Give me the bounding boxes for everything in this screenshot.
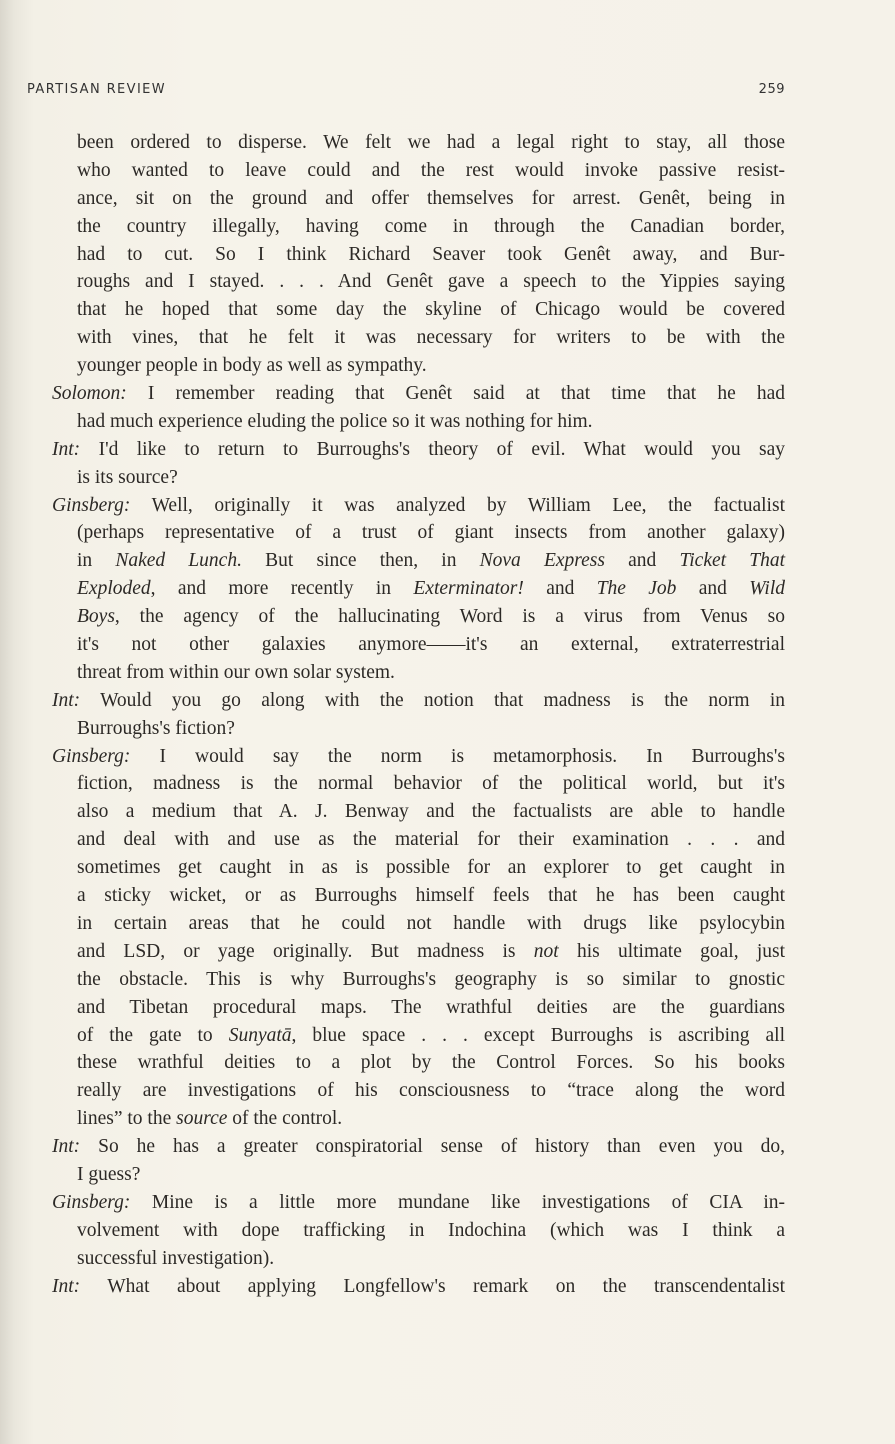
text-segment: I remember reading that Genêt said at that time that he had [147,383,785,405]
running-header [27,82,785,102]
text-segment: and Tibetan procedural maps. The wrathful deities are the guardians [77,996,785,1018]
text-line [77,715,785,743]
text-line [77,882,785,910]
speaker-turn [52,1273,785,1301]
text-segment: Mine is a little more mundane like investigations of CIA in- [151,1191,786,1213]
text-line [77,213,785,241]
text-segment: really are investigations of his consciousness to “trace along the word [77,1080,785,1102]
text-segment: , blue space . . . except Burroughs is ascribing all [291,1024,785,1046]
text-segment: who wanted to leave could and the rest would invoke passive resist- [77,159,785,181]
text-line [77,1217,785,1245]
text-line [77,770,785,798]
page-number: 259 [758,82,785,97]
speaker-turn [52,687,785,743]
text-line [77,854,785,882]
text-line [77,603,785,631]
speaker-label: Ginsberg: [52,1191,131,1213]
text-line [77,1049,785,1077]
text-line [77,1161,785,1189]
speaker-label: Int: [52,1275,81,1297]
text-line [77,910,785,938]
italic-title: source [176,1108,228,1130]
speaker-label: Ginsberg: [52,494,131,516]
text-segment: But since then, in [241,550,480,572]
text-segment: roughs and I stayed. . . . And Genêt gave a speech to the Yippies saying [77,271,785,293]
text-line [52,1189,785,1217]
text-line [77,519,785,547]
text-line [77,547,785,575]
text-segment: fiction, madness is the normal behavior of the political world, but it's [77,773,785,795]
italic-title: Wild [749,578,786,600]
text-segment: it's not other galaxies anymore——it's an external, extraterrestrial [77,634,785,656]
italic-title: Ticket That [679,550,785,572]
text-segment: volvement with dope trafficking in Indochina (which was I think a [77,1219,785,1241]
continued-paragraph [52,129,785,380]
text-segment: in [77,550,116,572]
text-segment: I'd like to return to Burroughs's theory of evil. What would you say [98,438,785,460]
text-line [77,129,785,157]
text-segment: younger people in body as well as sympathy. [77,355,427,377]
text-line [52,1133,785,1161]
text-segment: with vines, that he felt it was necessary for writers to be with the [77,327,785,349]
speaker-label: Solomon: [52,383,127,405]
speaker-turn [52,492,785,687]
text-line [77,268,785,296]
text-segment: had to cut. So I think Richard Seaver took Genêt away, and Bur- [77,243,785,265]
text-segment: been ordered to disperse. We felt we had a legal right to stay, all those [77,132,785,153]
text-segment: Burroughs's fiction? [77,717,235,739]
text-segment: So he has a greater conspiratorial sense of history than even you do, [98,1136,786,1158]
text-segment: and LSD, or yage originally. But madness is [77,940,534,962]
text-segment: and deal with and use as the material for their examination . . . and [77,829,785,851]
text-segment: I would say the norm is metamorphosis. In Burroughs's [159,745,785,767]
italic-title: Naked Lunch. [115,550,242,572]
italic-title: not [533,940,559,962]
text-line [77,994,785,1022]
text-line [77,798,785,826]
text-segment: threat from within our own solar system. [77,661,395,683]
speaker-label: Ginsberg: [52,745,131,767]
text-line [77,575,785,603]
italic-title: Boys [77,606,115,628]
text-line [77,1077,785,1105]
text-segment: I guess? [77,1163,141,1185]
text-segment: ance, sit on the ground and offer themselves for arrest. Genêt, being in [77,187,785,209]
text-line [77,966,785,994]
text-line [77,185,785,213]
text-segment: (perhaps representative of a trust of giant insects from another galaxy) [77,522,785,544]
text-segment: the country illegally, having come in through the Canadian border, [77,215,785,237]
text-segment: the obstacle. This is why Burroughs's geography is so similar to gnostic [77,968,785,990]
text-segment: lines” to the [77,1108,177,1130]
text-line [77,826,785,854]
text-line [77,659,785,687]
speaker-turn [52,380,785,436]
speaker-turn [52,436,785,492]
italic-title: The Job [596,578,677,600]
text-segment: also a medium that A. J. Benway and the factualists are able to handle [77,801,785,823]
speaker-turn [52,1133,785,1189]
text-segment: and [604,550,680,572]
italic-title: Exterminator! [413,578,524,600]
italic-title: Sunyatā [228,1024,292,1046]
text-line [77,938,785,966]
text-line [77,1022,785,1050]
text-line [77,464,785,492]
text-segment: of the gate to [77,1024,229,1046]
text-line [77,324,785,352]
text-segment: of the control. [227,1108,343,1130]
text-line [52,687,785,715]
text-line [77,1105,785,1133]
text-segment: is its source? [77,466,178,488]
text-line [77,157,785,185]
text-line [52,1273,785,1301]
text-segment: Would you go along with the notion that madness is the norm in [100,689,785,711]
text-segment: had much experience eluding the police so it was nothing for him. [77,410,593,432]
text-segment: and [523,578,597,600]
text-segment: sometimes get caught in as is possible for an explorer to get caught in [77,857,785,879]
text-segment: and [676,578,750,600]
text-segment: , and more recently in [150,578,414,600]
text-line [77,631,785,659]
speaker-turn [52,743,785,1133]
journal-title: PARTISAN REVIEW [27,82,167,97]
text-line [52,743,785,771]
text-segment: Well, originally it was analyzed by William Lee, the factualist [151,494,785,516]
text-segment: in certain areas that he could not handle with drugs like psylocybin [77,912,785,934]
text-line [52,436,785,464]
text-segment: What about applying Longfellow's remark on the transcendentalist [107,1275,785,1297]
text-segment: successful investigation). [77,1247,275,1269]
text-line [77,296,785,324]
text-segment: his ultimate goal, just [558,940,786,962]
text-line [77,1245,785,1273]
interview-text [52,129,785,1300]
italic-title: Nova Express [479,550,605,572]
italic-title: Exploded [77,578,151,600]
text-line [77,241,785,269]
text-line [77,408,785,436]
text-line [52,492,785,520]
text-line [52,380,785,408]
text-segment: a sticky wicket, or as Burroughs himself feels that he has been caught [77,885,785,907]
text-segment: , the agency of the hallucinating Word is a virus from Venus so [114,606,785,628]
speaker-turn [52,1189,785,1273]
speaker-label: Int: [52,1136,81,1158]
text-line [77,352,785,380]
text-segment: that he hoped that some day the skyline of Chicago would be covered [77,299,785,321]
speaker-label: Int: [52,689,81,711]
text-segment: these wrathful deities to a plot by the Control Forces. So his books [77,1052,785,1074]
speaker-label: Int: [52,438,81,460]
